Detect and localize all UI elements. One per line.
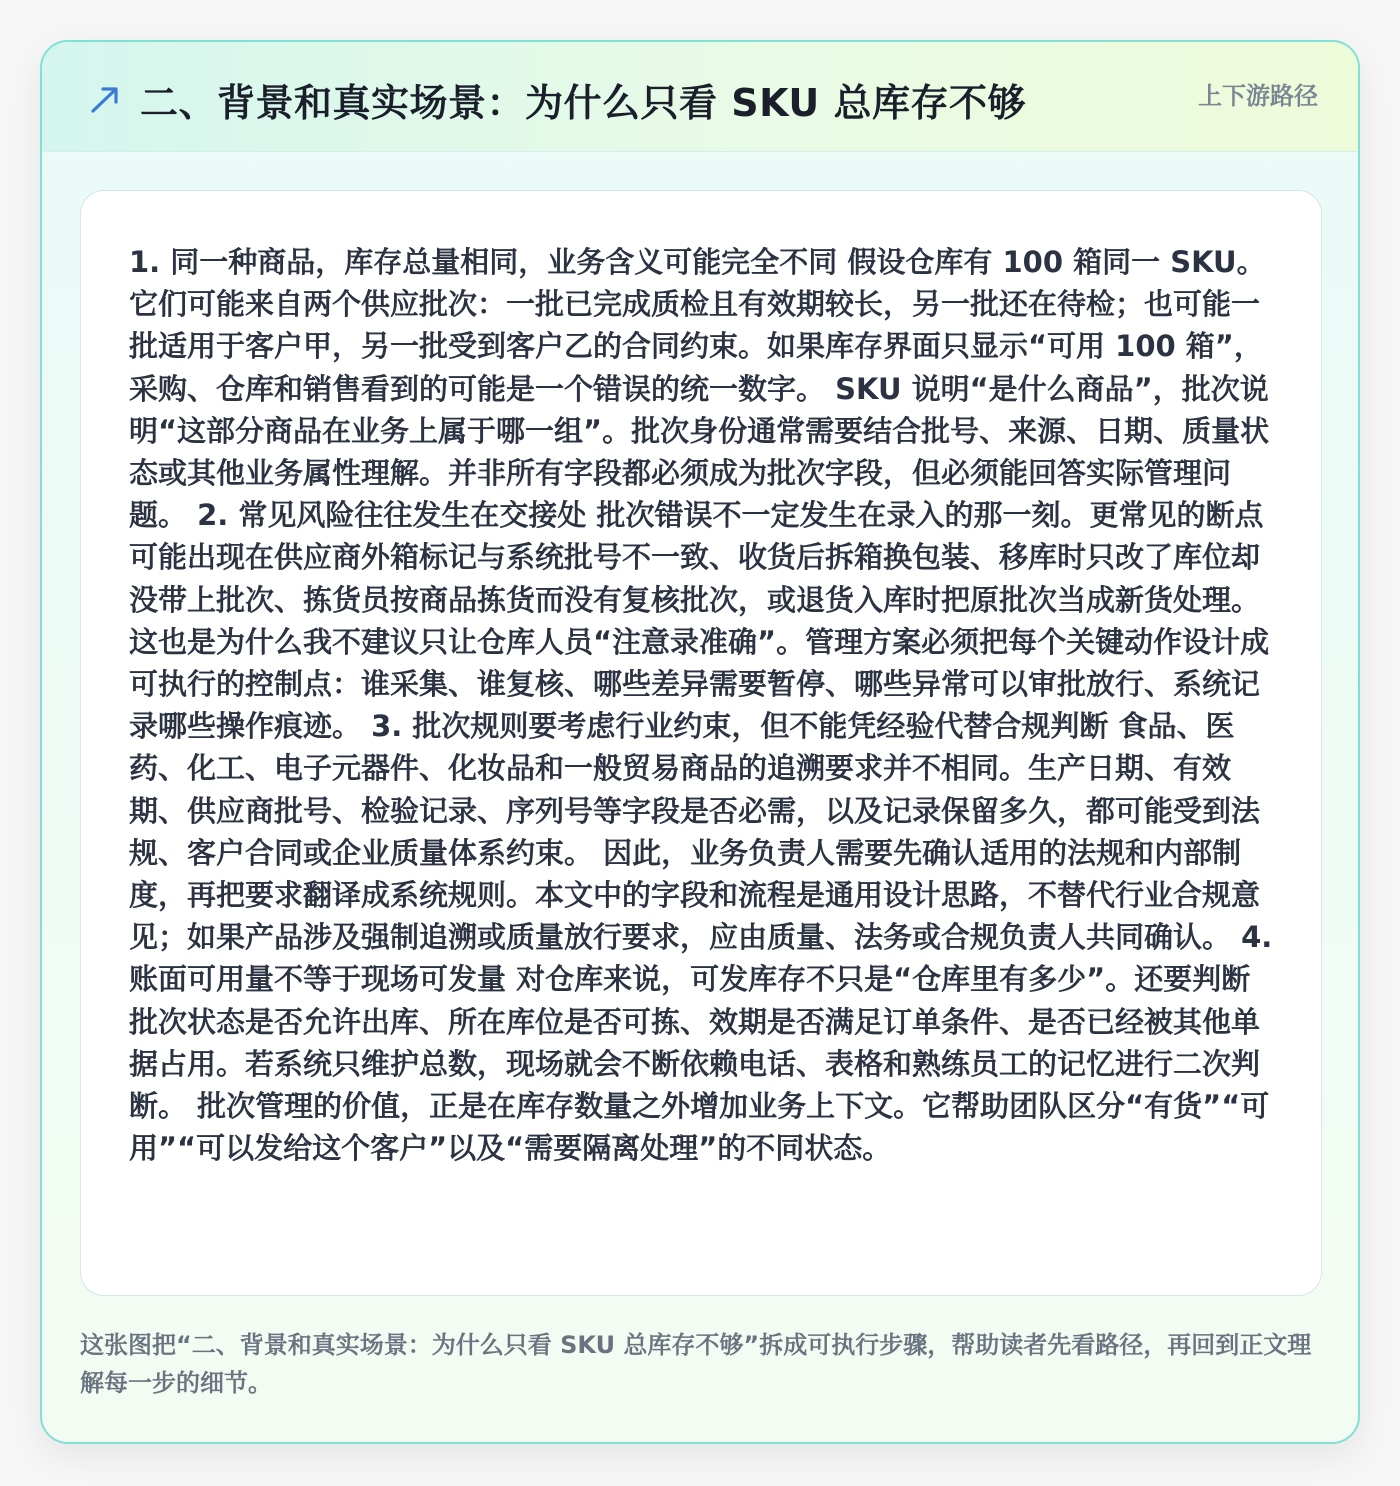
- path-tag: 上下游路径: [1198, 82, 1318, 110]
- article-body-text: 1. 同一种商品，库存总量相同，业务含义可能完全不同 假设仓库有 100 箱同一 SKU。它们可能来自两个供应批次：一批已完成质检且有效期较长，另一批还在待检；也可能一批适用于客户甲，另一批受到客户乙的合同约束。如果库存界面只显示“可用 100 箱”，采购、仓库和销售看到的可能是一个错误的统一数字。 SKU 说明“是什么商品”，批次说明“这部分商品在业务上属于哪一组”。批次身份通常需要结合批号、来源、日期、质量状态或其他业务属性理解。并非所有字段都必须成为批次字段，但必须能回答实际管理问题。 2. 常见风险往往发生在交接处 批次错误不一定发生在录入的那一刻。更常见的断点可能出现在供应商外箱标记与系统批号不一致、收货后拆箱换包装、移库时只改了库位却没带上批次、拣货员按商品拣货而没有复核批次，或退货入库时把原批次当成新货处理。 这也是为什么我不建议只让仓库人员“注意录准确”。管理方案必须把每个关键动作设计成可执行的控制点：谁采集、谁复核、哪些差异需要暂停、哪些异常可以审批放行、系统记录哪些操作痕迹。 3. 批次规则要考虑行业约束，但不能凭经验代替合规判断 食品、医药、化工、电子元器件、化妆品和一般贸易商品的追溯要求并不相同。生产日期、有效期、供应商批号、检验记录、序列号等字段是否必需，以及记录保留多久，都可能受到法规、客户合同或企业质量体系约束。 因此，业务负责人需要先确认适用的法规和内部制度，再把要求翻译成系统规则。本文中的字段和流程是通用设计思路，不替代行业合规意见；如果产品涉及强制追溯或质量放行要求，应由质量、法务或合规负责人共同确认。 4. 账面可用量不等于现场可发量 对仓库来说，可发库存不只是“仓库里有多少”。还要判断批次状态是否允许出库、所在库位是否可拣、效期是否满足订单条件、是否已经被其他单据占用。若系统只维护总数，现场就会不断依赖电话、表格和熟练员工的记忆进行二次判断。 批次管理的价值，正是在库存数量之外增加业务上下文。它帮助团队区分“有货”“可用”“可以发给这个客户”以及“需要隔离处理”的不同状态。: [129, 245, 1273, 1166]
- article-box: [80, 190, 1322, 1296]
- figure-caption: 这张图把“二、背景和真实场景：为什么只看 SKU 总库存不够”拆成可执行步骤，帮助读者先看路径，再回到正文理解每一步的细节。: [80, 1331, 1312, 1397]
- trend-arrow-icon: [88, 82, 122, 116]
- page-title: 二、背景和真实场景：为什么只看 SKU 总库存不够: [140, 81, 1026, 125]
- card-header: [42, 42, 1358, 152]
- content-card: [40, 40, 1360, 1444]
